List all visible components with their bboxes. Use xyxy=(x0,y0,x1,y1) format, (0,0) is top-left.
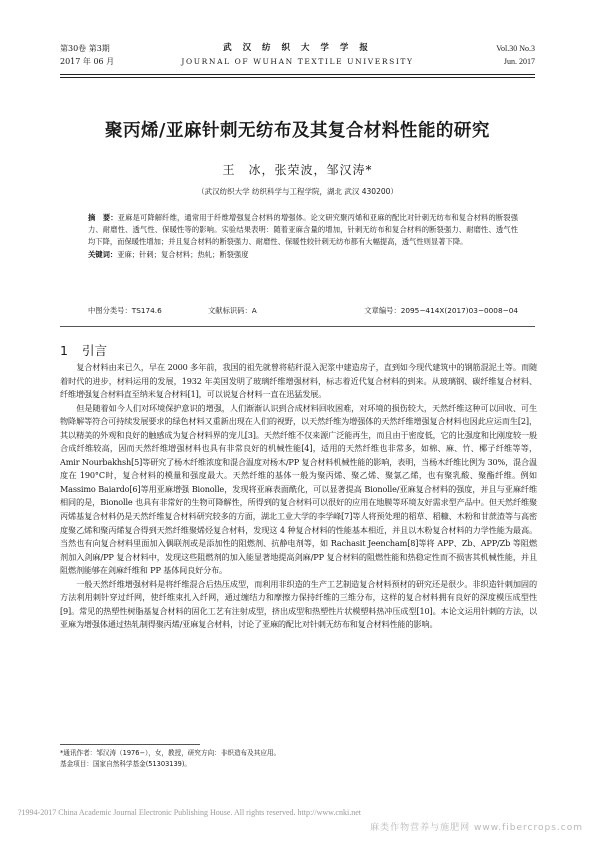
header-volume-block xyxy=(496,42,535,68)
header-volume-en: Vol.30 No.3 xyxy=(496,44,535,53)
article-title: 聚丙烯/亚麻针刺无纺布及其复合材料性能的研究 xyxy=(105,121,490,141)
keywords-label: 关键词： xyxy=(88,249,118,259)
article-authors: 王 冰，张荣波，邹汉涛* xyxy=(222,163,373,177)
header-date-en: Jun. 2017 xyxy=(503,57,535,66)
abstract-label: 摘 要： xyxy=(88,213,118,222)
header-journal-en: JOURNAL OF WUHAN TEXTILE UNIVERSITY xyxy=(181,57,414,66)
section-number: 1 xyxy=(60,343,68,358)
section-title: 引言 xyxy=(81,343,107,358)
header-date-cn: 2017 年 06 月 xyxy=(60,57,115,66)
clc-number: 中图分类号：TS174.6 xyxy=(88,306,162,315)
header-journal-block xyxy=(60,42,535,68)
header-rule-thick xyxy=(60,74,535,75)
running-header xyxy=(60,42,535,72)
body-paragraph: 一般天然纤维增强材料是将纤维混合后热压成型，而利用非织造的生产工艺制造复合材料预材的研究还是很少。非织造针刺加固的方法利用刺针穿过纤网，使纤维束扎入纤网，通过缠结力和摩擦力保持纤维的三维分布，这样的复合材料拥有良好的深度模压成型性[9]。常见的热塑性树脂基复合材料的固化工艺有注射成型，挤出成型和热塑性片状模塑料热冲压成型[10]。本论文运用针刺的方法，以亚麻为增强体通过热轧制得聚丙烯/亚麻复合材料，讨论了亚麻的配比对针刺无纺布和复合材料性能的影响。 xyxy=(60,578,537,630)
abstract-paragraph xyxy=(88,212,518,249)
footnote-funding: 基金项目：国家自然科学基金(51303139)。 xyxy=(60,759,192,768)
classification-line xyxy=(88,306,518,318)
article-id: 文章编号：2095−414X(2017)03−0008−04 xyxy=(364,306,518,315)
keywords-text: 亚麻；针刺；复合材料；热轧；断裂强度 xyxy=(117,249,249,259)
site-watermark: 麻类作物营养与施肥网 www.fibercrops.com xyxy=(370,823,583,833)
header-issue-cn: 第30卷 第3期 xyxy=(60,44,110,53)
section-heading xyxy=(60,341,107,359)
abstract-divider xyxy=(60,326,535,327)
article-affiliation: （武汉纺织大学 纺织科学与工程学院，湖北 武汉 430200） xyxy=(197,187,398,196)
abstract-block xyxy=(88,212,518,261)
body-paragraph: 但是随着如今人们对环境保护意识的增强，人们渐渐认识到合成材料回收困难，对环境的损伤较大，天然纤维这种可以回收、可生物降解等符合可持续发展要求的绿色材料又重新出现在人们的视野，以天然纤维为增强体的天然纤维增强复合材料也因此应运而生[2]，其以精美的外观和良好的触感成为复合材料界的宠儿[3]。天然纤维不仅来源广泛能再生，而且由于密度低，它的比强度和比刚度较一般合成纤维较高，因而天然纤维增强材料也具有非常良好的机械性能[4]，适用的天然纤维也非常多，如棉、麻、竹、椰子纤维等等，Amir Nourbakhsh[5]等研究了杨木纤维浓度和混合温度对杨木/PP 复合材料机械性能的影响，表明，当杨木纤维比例为 30%，混合温度在 190°C时，复合材料的模量和强度最大。天然纤维的基体一般为聚丙烯、聚乙烯、聚氯乙烯，也有聚乳酸、聚酯纤维。例如 Massimo Baiardo[6]等用亚麻增强 Bionolle，发现将亚麻表面酰化，可以显著提高 Bionolle/亚麻复合材料的强度，并且与亚麻纤维相同的是，Bionolle 也具有非常好的生物可降解性，所得到的复合材料可以很好的应用在地膜等环境友好需求型产品中。但天然纤维聚丙烯基复合材料仍是天然纤维复合材料研究较多的方面，湖北工业大学的李学峰[7]等人将预处理的稻草、稻糠、木粉和甘蔗渣等与高密度聚乙烯和聚丙烯复合得到天然纤维聚烯烃复合材料，发现这 4 种复合材料的性能基本相近，并且以木粉复合材料的力学性能为最高。当然也有向复合材料里面加入偶联剂或是添加性的阻燃剂、抗静电剂等，如 Rachasit Jeencham[8]等将 APP、Zb、APP/Zb 等阻燃剂加入剑麻/PP 复合材料中，发现这些阻燃剂的加入能显著地提高剑麻/PP 复合材料的阻燃性能和热稳定性而不损害其机械性能，并且阻燃剂能够在剑麻纤维和 PP 基体间良好分布。 xyxy=(60,402,537,576)
section-body xyxy=(60,361,537,632)
abstract-text: 亚麻是可降解纤维，通常用于纤维增强复合材料的增强体。论文研究聚丙烯和亚麻的配比对针刺无纺布和复合材料的断裂强力、耐磨性、透气性、保暖性等的影响。实验结果表明：随着亚麻含量的增加，针刺无纺布和复合材料的断裂强力、耐磨性、透气性均下降，而保暖性增加；并且复合材料的断裂强力、耐磨性、保暖性较针刺无纺布都有大幅提高，透气性则显著下降。 xyxy=(88,213,519,247)
header-rule-thin xyxy=(60,77,535,78)
footnote-rule xyxy=(60,744,200,745)
footnote-author: *通讯作者：邹汉涛（1976−），女，教授，研究方向：非织造布及其应用。 xyxy=(60,749,281,757)
keywords-line xyxy=(88,249,518,261)
header-journal-cn: 武 汉 纺 织 大 学 学 报 xyxy=(223,43,372,53)
document-code: 文献标识码：A xyxy=(208,306,257,315)
body-paragraph: 复合材料由来已久，早在 2000 多年前，我国的祖先就曾将秸秆混入泥浆中建造房子，直到如今现代建筑中的钢筋混泥土等。而随着时代的进步，材料运用的发展，1932 年美国发明了玻璃纤维增强材料，标志着近代复合材料的到来。从玻璃钢、碳纤维复合材料、纤维增强复合材料直至纳米复合材料[1]，可以说复合材料一直在迅猛发展。 xyxy=(60,362,537,400)
footnote-block xyxy=(60,748,537,769)
copyright-line: ?1994-2017 China Academic Journal Electronic Publishing House. All rights reserved. http://www.cnki.net xyxy=(18,808,361,817)
